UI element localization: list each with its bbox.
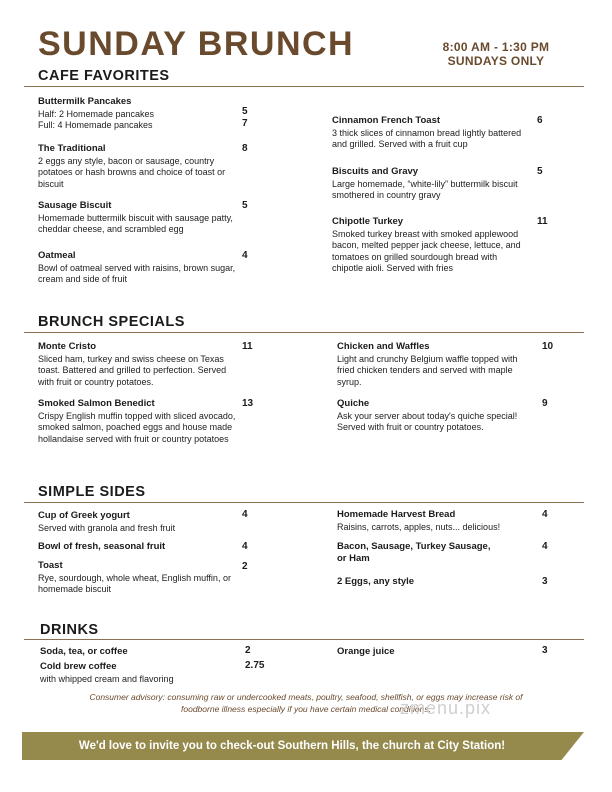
item-description: with whipped cream and flavoring bbox=[40, 673, 174, 684]
menu-item bbox=[337, 646, 537, 659]
menu-item bbox=[38, 510, 238, 534]
item-description: Served with granola and fresh fruit bbox=[38, 522, 176, 533]
hours-time: 8:00 AM - 1:30 PM bbox=[442, 40, 550, 54]
item-name: Toast bbox=[38, 560, 63, 571]
menu-item bbox=[337, 509, 537, 533]
section-divider bbox=[24, 639, 584, 640]
item-price: 9 bbox=[542, 398, 548, 409]
section-divider bbox=[24, 502, 584, 503]
item-description: Smoked turkey breast with smoked applewood bacon, melted pepper jack cheese, lettuce, and tomatoes on grilled sourdough bread with chipotle aioli. Served with fries bbox=[332, 228, 521, 273]
item-price: 2.75 bbox=[245, 660, 265, 671]
item-name: Cup of Greek yogurt bbox=[38, 510, 130, 521]
item-name: Oatmeal bbox=[38, 250, 76, 261]
item-price: 10 bbox=[542, 341, 554, 352]
item-price: 5 7 bbox=[242, 106, 248, 129]
item-description: 3 thick slices of cinnamon bread lightly battered and grilled. Served with a fruit cup bbox=[332, 127, 522, 149]
item-price: 4 bbox=[242, 509, 248, 520]
section-heading-simple-sides: SIMPLE SIDES bbox=[38, 484, 146, 500]
item-name: Soda, tea, or coffee bbox=[40, 646, 128, 657]
item-name: Chipotle Turkey bbox=[332, 216, 404, 227]
menu-item bbox=[38, 541, 238, 554]
item-description: Sliced ham, turkey and swiss cheese on Texas toast. Battered and grilled to perfection. Served with fruit or country potatoes. bbox=[38, 353, 227, 387]
menu-item bbox=[337, 541, 537, 565]
item-name: Buttermilk Pancakes bbox=[38, 96, 132, 107]
item-name: Sausage Biscuit bbox=[38, 200, 112, 211]
item-description: 2 eggs any style, bacon or sausage, country potatoes or hash browns and choice of toast or biscuit bbox=[38, 155, 226, 189]
item-description: Ask your server about today's quiche special! Served with fruit or country potatoes. bbox=[337, 410, 518, 432]
item-description: Homemade buttermilk biscuit with sausage patty, cheddar cheese, and scrambled egg bbox=[38, 212, 233, 234]
menu-item bbox=[38, 143, 238, 190]
item-price: 5 bbox=[242, 200, 248, 211]
item-price: 4 bbox=[242, 250, 248, 261]
hours-days: SUNDAYS ONLY bbox=[447, 54, 545, 68]
item-price: 8 bbox=[242, 143, 248, 154]
item-name: Chicken and Waffles bbox=[337, 341, 430, 352]
section-divider bbox=[24, 86, 584, 87]
item-price: 4 bbox=[542, 509, 548, 520]
menu-item bbox=[38, 96, 238, 132]
section-heading-cafe-favorites: CAFE FAVORITES bbox=[38, 68, 170, 84]
menu-item bbox=[337, 576, 537, 589]
item-price: 2 bbox=[242, 561, 248, 572]
watermark: zmenu.pix bbox=[400, 698, 492, 718]
item-price: 6 bbox=[537, 115, 543, 126]
item-name: Bacon, Sausage, Turkey Sausage, or Ham bbox=[337, 541, 491, 564]
menu-item bbox=[38, 200, 238, 236]
menu-item bbox=[40, 661, 240, 685]
menu-item bbox=[332, 115, 532, 151]
item-name: 2 Eggs, any style bbox=[337, 576, 415, 587]
section-heading-drinks: DRINKS bbox=[40, 622, 99, 638]
menu-item bbox=[332, 166, 534, 202]
item-name: Monte Cristo bbox=[38, 341, 97, 352]
item-price: 3 bbox=[542, 576, 548, 587]
section-divider bbox=[24, 332, 584, 333]
item-name: Cold brew coffee bbox=[40, 661, 117, 672]
page-title: SUNDAY BRUNCH bbox=[38, 25, 355, 63]
item-description: Bowl of oatmeal served with raisins, brown sugar, cream and side of fruit bbox=[38, 262, 236, 284]
item-name: Homemade Harvest Bread bbox=[337, 509, 456, 520]
menu-item bbox=[40, 646, 240, 659]
item-price: 5 bbox=[537, 166, 543, 177]
item-name: Cinnamon French Toast bbox=[332, 115, 441, 126]
item-description: Crispy English muffin topped with sliced avocado, smoked salmon, poached eggs and house made hollandaise served with fruit or country potatoes bbox=[38, 410, 236, 444]
menu-item bbox=[337, 341, 535, 388]
item-price: 2 bbox=[245, 645, 251, 656]
menu-item bbox=[38, 560, 238, 596]
item-name: Orange juice bbox=[337, 646, 395, 657]
section-heading-brunch-specials: BRUNCH SPECIALS bbox=[38, 314, 185, 330]
menu-item bbox=[337, 398, 535, 434]
item-description: Large homemade, “white-lily” buttermilk biscuit smothered in country gravy bbox=[332, 178, 518, 200]
item-price: 4 bbox=[542, 541, 548, 552]
item-name: Quiche bbox=[337, 398, 370, 409]
item-price: 13 bbox=[242, 398, 254, 409]
consumer-advisory: Consumer advisory: consuming raw or undercooked meats, poultry, seafood, shellfish, or eggs may increase risk of foodborne illness especially if you have certain medical conditions. bbox=[89, 692, 523, 714]
item-description: Light and crunchy Belgium waffle topped with fried chicken tenders and served with maple syrup. bbox=[337, 353, 518, 387]
item-price: 11 bbox=[242, 341, 253, 352]
menu-item bbox=[332, 216, 522, 275]
item-price: 3 bbox=[542, 645, 548, 656]
item-name: Smoked Salmon Benedict bbox=[38, 398, 155, 409]
menu-item bbox=[38, 250, 238, 286]
item-price: 11 bbox=[537, 216, 548, 227]
item-description: Half: 2 Homemade pancakes Full: 4 Homemade pancakes bbox=[38, 108, 155, 130]
item-price: 4 bbox=[242, 541, 248, 552]
menu-item bbox=[38, 398, 240, 445]
item-name: Biscuits and Gravy bbox=[332, 166, 419, 177]
menu-item bbox=[38, 341, 240, 388]
item-description: Raisins, carrots, apples, nuts... delicious! bbox=[337, 521, 501, 532]
item-name: Bowl of fresh, seasonal fruit bbox=[38, 541, 166, 552]
item-description: Rye, sourdough, whole wheat, English muffin, or homemade biscuit bbox=[38, 572, 231, 594]
invitation-banner-text: We'd love to invite you to check-out Southern Hills, the church at City Station! bbox=[78, 740, 506, 752]
hours-block bbox=[428, 40, 564, 68]
item-name: The Traditional bbox=[38, 143, 106, 154]
